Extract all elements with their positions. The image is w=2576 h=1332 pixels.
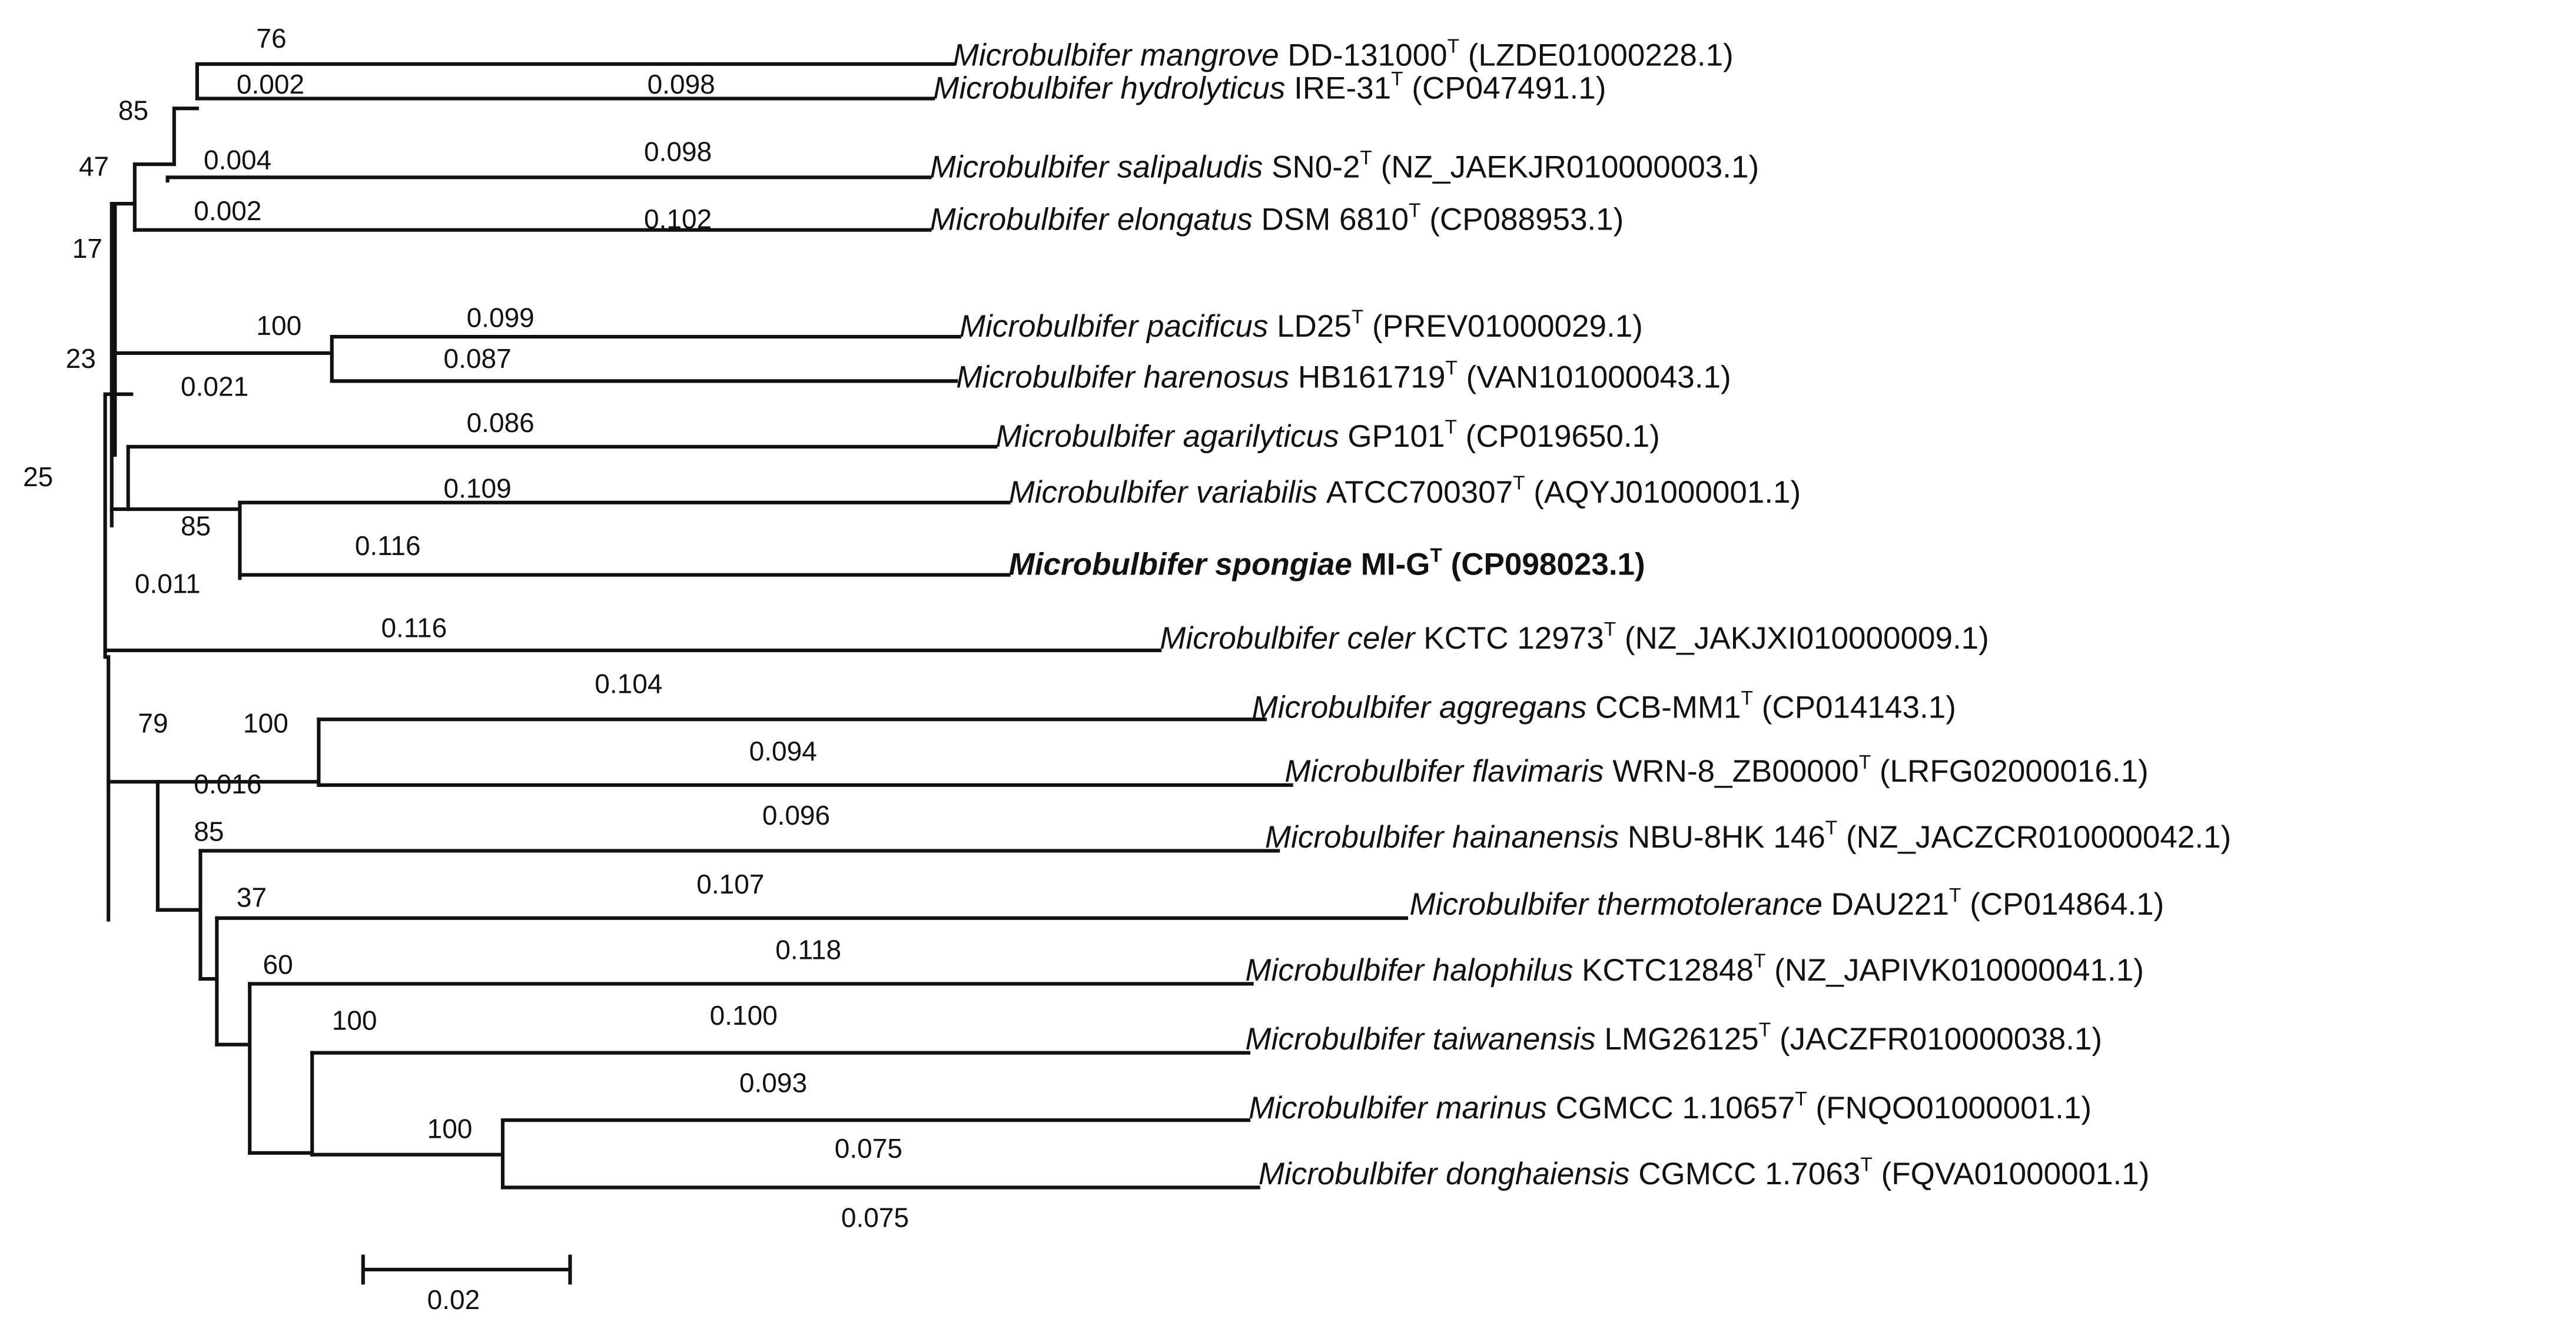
taxon-label: Microbulbifer hydrolyticus IRE-$31^T$ (CP047491.1) [933, 68, 1606, 106]
branch-length: 0.021 [180, 371, 249, 402]
branch-length: 0.002 [236, 69, 305, 100]
branch-length: 0.086 [466, 407, 535, 438]
bootstrap-value: 76 [256, 22, 287, 54]
branch-length: 0.002 [194, 195, 262, 226]
branch-salipaludis [168, 177, 930, 181]
branch-node-85a [135, 164, 174, 230]
taxon-label: Microbulbifer halophilus $KCTC12848^T$ (NZ_JAPIVK010000041.1) [1245, 950, 2144, 988]
branch-length: 0.109 [443, 473, 512, 504]
scale-bar-line [363, 1257, 570, 1283]
bootstrap-values [23, 23, 472, 1144]
branch-node-25 [105, 394, 132, 657]
taxon-label: Microbulbifer salipaludis $SN0-2^T$ (NZ_JAEKJR010000003.1) [930, 147, 1760, 185]
taxon-label: Microbulbifer donghaiensis CGMCC $1.7063^T$ (FQVA01000001.1) [1258, 1154, 2150, 1191]
taxon-label: Microbulbifer celer KCTC $12973^T$ (NZ_JAKJXI010000009.1) [1160, 618, 1989, 656]
branch-length: 0.116 [381, 612, 447, 643]
branch-length: 0.102 [644, 203, 712, 234]
taxon-labels [930, 35, 2232, 1191]
bootstrap-value: 85 [194, 816, 224, 847]
scale-bar [363, 1257, 570, 1315]
taxon-label: Microbulbifer thermotolerance $DAU221^T$ (CP014864.1) [1409, 884, 2165, 922]
branch-node-79 [108, 782, 158, 910]
branch-length: 0.093 [739, 1067, 808, 1098]
bootstrap-value: 47 [78, 151, 109, 182]
branch-length: 0.116 [354, 530, 421, 562]
bootstrap-value: 79 [138, 707, 168, 739]
taxon-label: Microbulbifer flavimaris WRN-$8\_ZB00000^T$ (LRFG02000016.1) [1284, 751, 2149, 789]
branch-node-60 [217, 984, 250, 1152]
branch-mangrove [197, 64, 953, 99]
branch-node-76 [174, 108, 197, 164]
bootstrap-value: 100 [427, 1113, 473, 1144]
bootstrap-value: 37 [236, 882, 267, 913]
bootstrap-value: 25 [23, 461, 54, 492]
branch-length: 0.100 [709, 1000, 778, 1031]
taxon-label: Microbulbifer hainanensis NBU-8HK $146^T$ (NZ_JACZCR010000042.1) [1264, 817, 2232, 855]
branch-node-37 [200, 918, 217, 1045]
branch-node-47 [115, 204, 134, 455]
branch-agarilyticus-int [112, 447, 995, 509]
branch-length: 0.107 [696, 868, 765, 899]
branch-node-100c [250, 1053, 312, 1155]
taxon-label: Microbulbifer elongatus DSM $6810^T$ (CP088953.1) [930, 200, 1624, 237]
branch-length: 0.087 [443, 343, 512, 374]
branch-pacificus [332, 337, 960, 381]
branch-node-85c [158, 851, 201, 979]
bootstrap-value: 100 [331, 1005, 377, 1036]
bootstrap-value: 100 [243, 707, 288, 739]
branch-length: 0.104 [595, 668, 663, 699]
branch-length: 0.075 [834, 1133, 902, 1164]
bootstrap-value: 60 [263, 949, 293, 980]
branch-length: 0.004 [204, 144, 272, 175]
taxon-label: Microbulbifer agarilyticus $GP101^T$ (CP019650.1) [995, 416, 1660, 454]
bootstrap-value: 100 [256, 310, 302, 341]
branch-length: 0.075 [841, 1202, 909, 1233]
bootstrap-value: 85 [118, 95, 149, 126]
branch-length: 0.118 [775, 934, 842, 965]
branch-length: 0.096 [762, 799, 831, 831]
branch-length: 0.099 [466, 302, 535, 333]
branch-length: 0.011 [134, 568, 201, 599]
branch-length: 0.098 [644, 136, 712, 167]
taxon-label: Microbulbifer marinus CGMCC $1.10657^T$ (FNQO01000001.1) [1249, 1088, 2092, 1126]
taxon-label: Microbulbifer harenosus $HB161719^T$ (VAN101000043.1) [956, 357, 1731, 395]
taxon-label: Microbulbifer mangrove $DD-131000^T$ (LZDE01000228.1) [952, 35, 1734, 73]
taxon-label: Microbulbifer taiwanensis $LMG26125^T$ (JACZFR010000038.1) [1245, 1019, 2103, 1057]
taxon-label-highlighted: Microbulbifer spongiae $MI-G^T$ (CP098023.1) [1008, 544, 1645, 582]
taxon-label: Microbulbifer variabilis $ATCC700307^T$ (AQYJ01000001.1) [1008, 472, 1801, 510]
branch-length: 0.094 [749, 735, 817, 766]
bootstrap-value: 23 [65, 343, 96, 374]
branch-node-100d [312, 1120, 503, 1187]
scale-bar-label: 0.02 [427, 1284, 480, 1315]
taxon-label: Microbulbifer aggregans CCB-$MM1^T$ (CP014143.1) [1252, 687, 1956, 725]
branch-length: 0.016 [194, 768, 262, 799]
bootstrap-value: 85 [180, 510, 211, 542]
bootstrap-value: 17 [72, 233, 103, 264]
branch-length: 0.098 [647, 69, 715, 100]
taxon-label: Microbulbifer pacificus $LD25^T$ (PREV01000029.1) [959, 306, 1643, 344]
